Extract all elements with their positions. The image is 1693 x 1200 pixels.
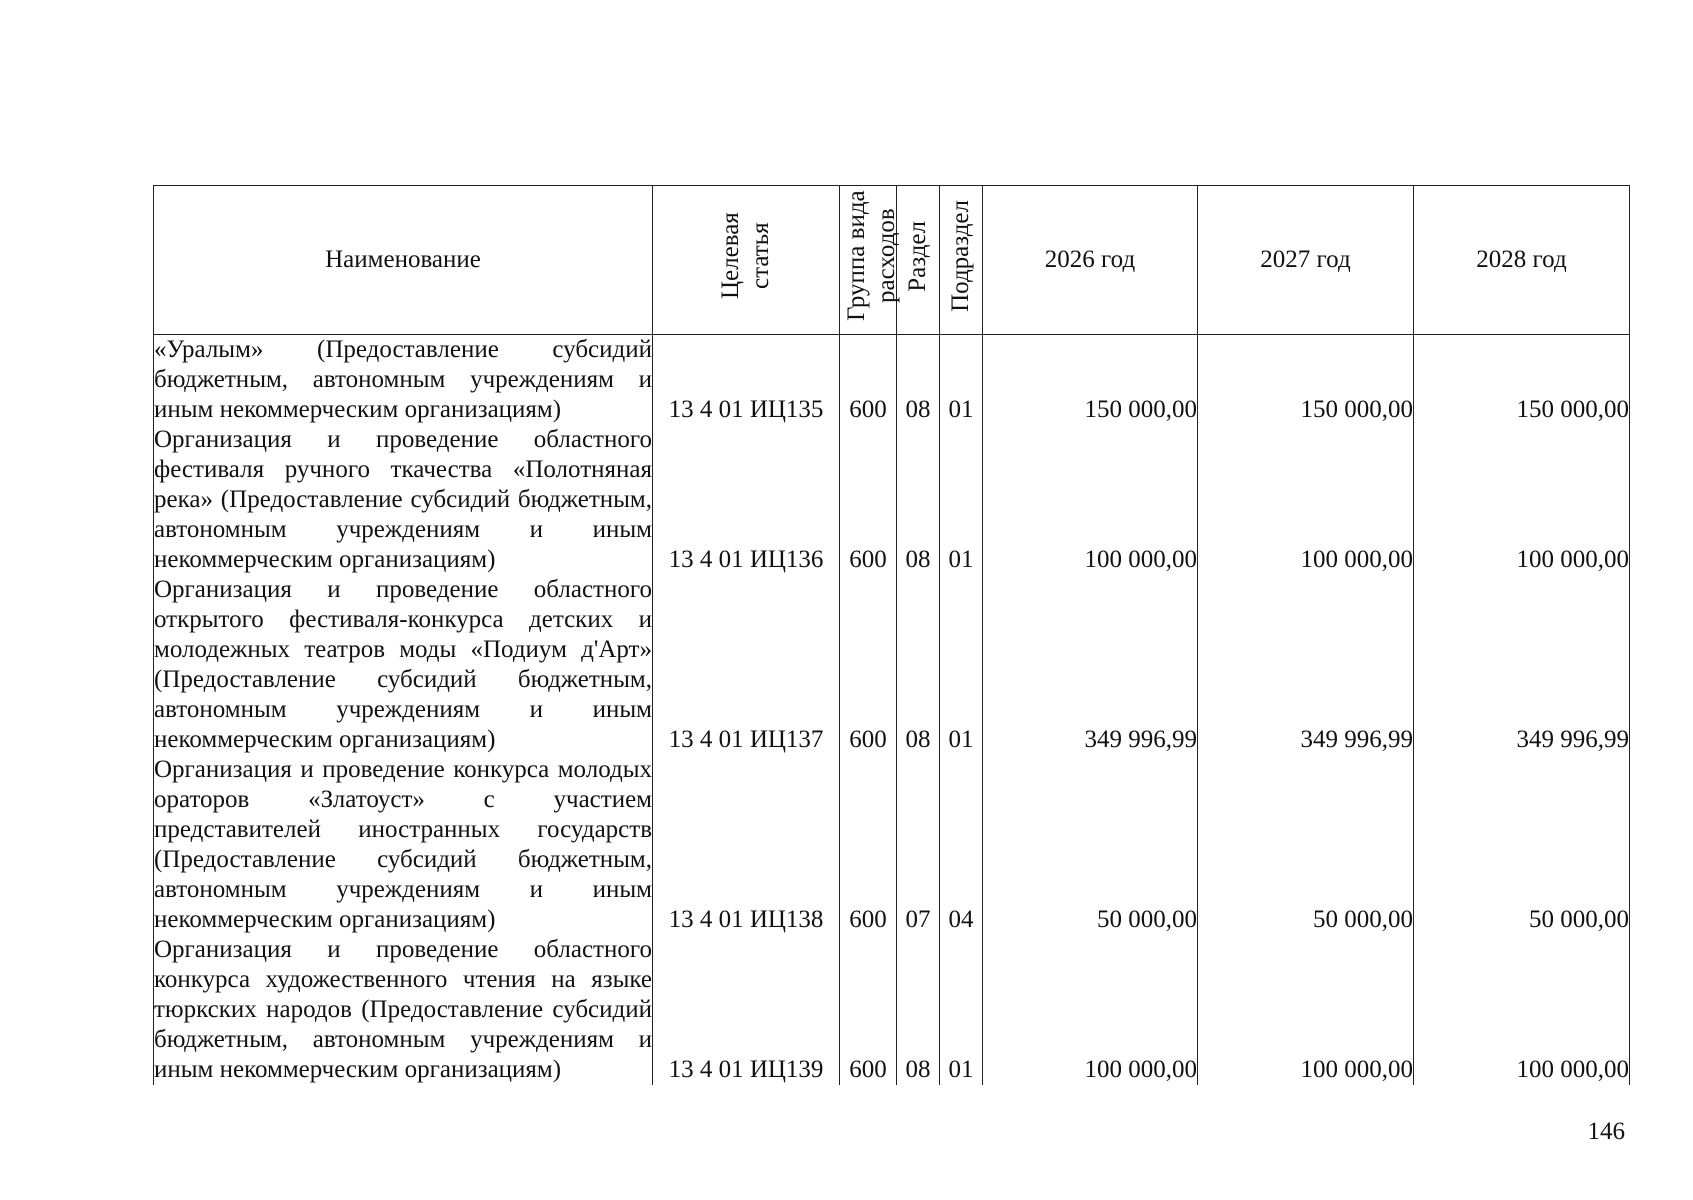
table-header-row bbox=[154, 186, 1630, 335]
row-amount-2027: 100 000,00 bbox=[1198, 935, 1414, 1085]
row-section: 08 bbox=[897, 575, 940, 755]
row-subsection: 04 bbox=[940, 755, 983, 935]
row-amount-2028: 50 000,00 bbox=[1414, 755, 1630, 935]
row-target-article: 13 4 01 ИЦ139 bbox=[653, 935, 840, 1085]
row-name: «Уралым» (Предоставление субсидий бюджетным, автономным учреждениям и иным некоммерческим организациям) bbox=[154, 336, 652, 423]
row-target-article: 13 4 01 ИЦ137 bbox=[653, 575, 840, 755]
row-section: 07 bbox=[897, 755, 940, 935]
row-name: Организация и проведение областного фестиваля ручного ткачества «Полотняная река» (Предоставление субсидий бюджетным, автономным учреждениям и иным некоммерческим организациям) bbox=[154, 426, 652, 573]
row-amount-2028: 349 996,99 bbox=[1414, 575, 1630, 755]
row-subsection: 01 bbox=[940, 935, 983, 1085]
row-target-article: 13 4 01 ИЦ138 bbox=[653, 755, 840, 935]
row-amount-2026: 100 000,00 bbox=[983, 425, 1198, 575]
row-amount-2026: 50 000,00 bbox=[983, 755, 1198, 935]
header-subsection: Подраздел bbox=[940, 186, 983, 335]
header-2027: 2027 год bbox=[1198, 186, 1414, 335]
row-expense-group: 600 bbox=[840, 935, 897, 1085]
header-target-article: Целевая статья bbox=[653, 186, 840, 335]
row-amount-2027: 100 000,00 bbox=[1198, 425, 1414, 575]
table-row bbox=[154, 425, 1630, 575]
row-subsection: 01 bbox=[940, 425, 983, 575]
table-row bbox=[154, 935, 1630, 1085]
row-amount-2026: 349 996,99 bbox=[983, 575, 1198, 755]
row-amount-2028: 100 000,00 bbox=[1414, 425, 1630, 575]
budget-table bbox=[153, 185, 1630, 1085]
row-amount-2027: 150 000,00 bbox=[1198, 335, 1414, 426]
row-subsection: 01 bbox=[940, 575, 983, 755]
row-target-article: 13 4 01 ИЦ135 bbox=[653, 335, 840, 426]
row-subsection: 01 bbox=[940, 335, 983, 426]
row-name: Организация и проведение областного открытого фестиваля-конкурса детских и молодежных театров моды «Подиум д'Арт» (Предоставление субсидий бюджетным, автономным учреждениям и иным некоммерческим организациям) bbox=[154, 576, 652, 753]
row-expense-group: 600 bbox=[840, 755, 897, 935]
header-name: Наименование bbox=[154, 186, 653, 335]
row-amount-2028: 100 000,00 bbox=[1414, 935, 1630, 1085]
row-expense-group: 600 bbox=[840, 335, 897, 426]
row-amount-2026: 150 000,00 bbox=[983, 335, 1198, 426]
header-section: Раздел bbox=[897, 186, 940, 335]
row-amount-2026: 100 000,00 bbox=[983, 935, 1198, 1085]
row-amount-2027: 50 000,00 bbox=[1198, 755, 1414, 935]
header-2028: 2028 год bbox=[1414, 186, 1630, 335]
row-expense-group: 600 bbox=[840, 425, 897, 575]
row-section: 08 bbox=[897, 425, 940, 575]
header-expense-group: Группа вида расходов bbox=[840, 186, 897, 335]
table-row bbox=[154, 755, 1630, 935]
row-section: 08 bbox=[897, 935, 940, 1085]
row-amount-2027: 349 996,99 bbox=[1198, 575, 1414, 755]
row-section: 08 bbox=[897, 335, 940, 426]
header-2026: 2026 год bbox=[983, 186, 1198, 335]
row-amount-2028: 150 000,00 bbox=[1414, 335, 1630, 426]
row-name: Организация и проведение конкурса молодых ораторов «Златоуст» с участием представителей иностранных государств (Предоставление субсидий бюджетным, автономным учреждениям и иным некоммерческим организациям) bbox=[154, 756, 652, 933]
page-number: 146 bbox=[1587, 1118, 1625, 1145]
row-target-article: 13 4 01 ИЦ136 bbox=[653, 425, 840, 575]
table-row bbox=[154, 335, 1630, 426]
row-name: Организация и проведение областного конкурса художественного чтения на языке тюркских народов (Предоставление субсидий бюджетным, автономным учреждениям и иным некоммерческим организациям) bbox=[154, 936, 652, 1083]
table-row bbox=[154, 575, 1630, 755]
row-expense-group: 600 bbox=[840, 575, 897, 755]
